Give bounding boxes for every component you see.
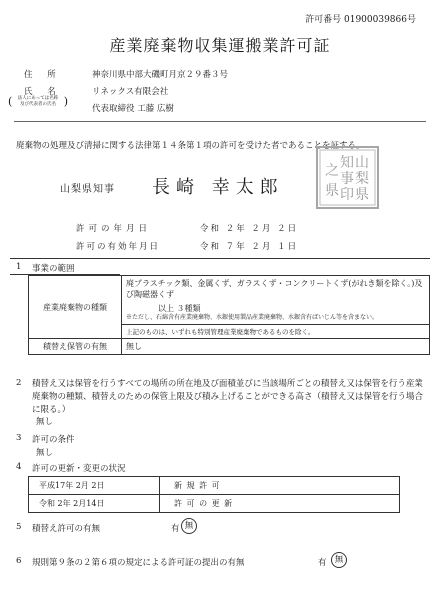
permit-date-value: 令和 ２年 ２月 ２日 bbox=[200, 224, 299, 234]
address-value: 神奈川県中部大磯町月京２９番３号 bbox=[92, 70, 229, 80]
document-title: 産業廃棄物収集運搬業許可証 bbox=[109, 36, 331, 55]
expiry-date-label: 許可の有効年月日 bbox=[76, 242, 161, 252]
seal-char: 県 bbox=[355, 187, 369, 203]
company-name: リネックス有限会社 bbox=[92, 87, 169, 97]
seal-char: 印 bbox=[340, 187, 354, 203]
scope-footer-note: 上記のものは、いずれも特別管理産業廃棄物であるものを除く。 bbox=[122, 325, 430, 339]
section5-number: 5 bbox=[16, 522, 22, 532]
scope-type-label: 産業廃棄物の種類 bbox=[29, 276, 122, 339]
table-row bbox=[29, 339, 430, 355]
section2-number: 2 bbox=[16, 378, 22, 388]
seal-char: 事 bbox=[340, 171, 354, 187]
scope-table bbox=[28, 275, 430, 355]
section3-number: 3 bbox=[16, 433, 22, 443]
table-row bbox=[29, 276, 430, 303]
signer-name: 長崎 幸太郎 bbox=[152, 177, 284, 198]
expiry-date-value: 令和 ７年 ２月 １日 bbox=[200, 242, 299, 252]
submission-option-no-circled: 無 bbox=[331, 552, 347, 568]
corporate-name-note: ( 法人にあっては名称及び代表者の氏名 ) bbox=[8, 95, 68, 108]
address-label: 住 所 bbox=[24, 70, 62, 80]
section6-heading: 規則第９条の２第６項の規定による許可証の提出の有無 bbox=[32, 558, 245, 568]
section6-number: 6 bbox=[16, 556, 22, 566]
table-row bbox=[29, 477, 400, 495]
table-row bbox=[29, 495, 400, 513]
permit-date-label: 許可の年月日 bbox=[76, 224, 152, 234]
section-divider bbox=[10, 258, 430, 259]
scope-type-list: 廃プラスチック類、金属くず、ガラスくず・コンクリートくず(がれき類を除く。)及び陶磁器くず bbox=[122, 276, 430, 303]
representative: 代表取締役 工藤 広樹 bbox=[92, 104, 174, 114]
signer-office: 山梨県知事 bbox=[60, 184, 115, 195]
header-divider bbox=[14, 121, 426, 122]
section3-heading: 許可の条件 bbox=[32, 435, 75, 445]
certification-text: 廃棄物の処理及び清掃に関する法律第１４条第１項の許可を受けた者であることを証する。 bbox=[16, 141, 365, 151]
history-table bbox=[28, 476, 400, 513]
history-event: 新 規 許 可 bbox=[160, 477, 400, 495]
seal-char: 山 bbox=[355, 155, 369, 171]
section3-value: 無し bbox=[36, 448, 54, 458]
seal-char: 県 bbox=[325, 183, 339, 199]
history-event: 許 可 の 更 新 bbox=[160, 495, 400, 513]
permit-number: 許可番号 0190003986​6号 bbox=[305, 15, 416, 25]
submission-option-yes: 有 bbox=[318, 558, 327, 568]
transfer-option-yes: 有 bbox=[171, 524, 180, 534]
transfer-option-no-circled: 無 bbox=[181, 518, 197, 534]
scope-type-detail bbox=[122, 302, 430, 325]
section2-value: 無し bbox=[36, 417, 54, 427]
scope-type-note: ※ただし、石綿含有産業廃棄物、水銀使用製品産業廃棄物、水銀含有ばいじん等を含まない。 bbox=[126, 314, 379, 321]
seal-char: 梨 bbox=[355, 171, 369, 187]
section4-heading: 許可の更新・変更の状況 bbox=[32, 464, 126, 474]
section1-heading: 事業の範囲 bbox=[32, 264, 75, 274]
name-label: 氏 名 bbox=[24, 87, 62, 97]
transfer-storage-value: 無し bbox=[122, 339, 430, 355]
scope-type-count: 以上 ３種類 bbox=[158, 304, 201, 313]
official-seal bbox=[315, 145, 380, 210]
section5-heading: 積替え許可の有無 bbox=[32, 524, 101, 534]
section4-number: 4 bbox=[16, 462, 22, 472]
history-date: 令和 2年 2月14日 bbox=[29, 495, 160, 513]
history-date: 平成17年 2月 2日 bbox=[29, 477, 160, 495]
seal-char: 之 bbox=[325, 163, 339, 179]
section2-text: 積替え又は保管を行うすべての場所の所在地及び面積並びに当該場所ごとの積替え又は保管を行う産業廃棄物の種類、積替えのための保管上限及び積み上げることができる高さ（積替え又は保管を行う場合に限る。） bbox=[32, 379, 424, 415]
seal-char: 知 bbox=[340, 155, 354, 171]
section1-number: 1 bbox=[16, 262, 22, 272]
transfer-storage-label: 積替え保管の有無 bbox=[29, 339, 122, 355]
